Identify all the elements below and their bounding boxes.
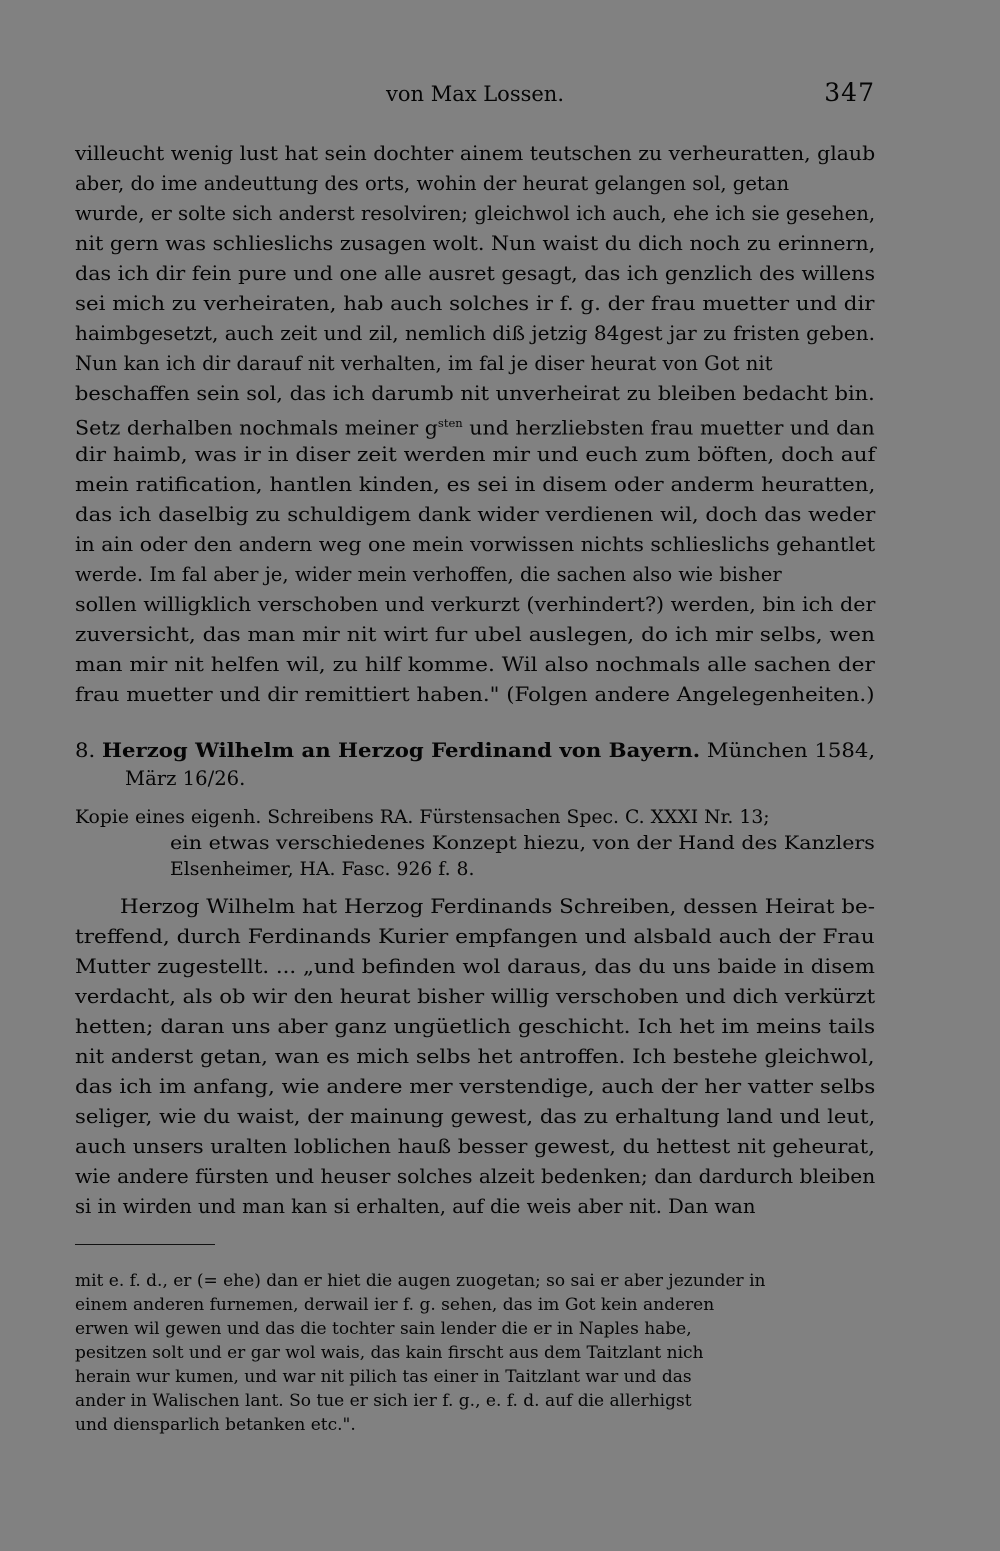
body-line: werde. Im fal aber je, wider mein verhoffen, die sachen also wie bisher bbox=[75, 563, 782, 586]
footnote-line: herain wur kumen, und war nit pilich tas einer in Taitzlant war und das bbox=[75, 1367, 692, 1387]
section-heading bbox=[75, 738, 875, 764]
body-line: mein ratification, hantlen kinden, es sei in disem oder anderm heuratten, bbox=[75, 473, 876, 496]
body-line: nit gern was schlieslichs zusagen wolt. Nun waist du dich noch zu erinnern, bbox=[75, 232, 876, 255]
body-line: beschaffen sein sol, das ich darumb nit unverheirat zu bleiben bedacht bin. bbox=[75, 382, 875, 405]
text-segment: und herzliebsten frau muetter und dan bbox=[462, 416, 875, 440]
section-title: Herzog Wilhelm an Herzog Ferdinand von Bayern. bbox=[101, 739, 701, 762]
body-line: zuversicht, das man mir nit wirt fur ubel auslegen, do ich mir selbs, wen bbox=[75, 623, 875, 646]
body-line: nit anderst getan, wan es mich selbs het antroffen. Ich bestehe gleichwol, bbox=[75, 1045, 875, 1068]
footnote-divider bbox=[75, 1244, 215, 1245]
body-line: seliger, wie du waist, der mainung gewest, das zu erhaltung land und leut, bbox=[75, 1105, 876, 1128]
body-line: Herzog Wilhelm hat Herzog Ferdinands Schreiben, dessen Heirat be- bbox=[120, 895, 875, 918]
source-note-line: ein etwas verschiedenes Konzept hiezu, von der Hand des Kanzlers bbox=[170, 833, 875, 854]
running-title: von Max Lossen. bbox=[385, 82, 565, 106]
source-note-line: Elsenheimer, HA. Fasc. 926 f. 8. bbox=[170, 859, 475, 880]
superscript: sten bbox=[437, 417, 463, 430]
body-line bbox=[75, 411, 875, 442]
body-line: das ich im anfang, wie andere mer verstendige, auch der her vatter selbs bbox=[75, 1075, 876, 1098]
body-line: aber, do ime andeuttung des orts, wohin der heurat gelangen sol, getan bbox=[75, 172, 790, 195]
body-line: hetten; daran uns aber ganz ungüetlich geschicht. Ich het im meins tails bbox=[75, 1015, 876, 1038]
footnote-line: und diensparlich betanken etc.". bbox=[75, 1415, 356, 1435]
body-line: man mir nit helfen wil, zu hilf komme. Wil also nochmals alle sachen der bbox=[75, 653, 875, 676]
source-note-line: Kopie eines eigenh. Schreibens RA. Fürstensachen Spec. C. XXXI Nr. 13; bbox=[75, 807, 770, 828]
body-line: villeucht wenig lust hat sein dochter ainem teutschen zu verheuratten, glaub bbox=[75, 142, 876, 165]
section-date-continued: März 16/26. bbox=[125, 767, 246, 790]
body-line: frau muetter und dir remittiert haben." (Folgen andere Angelegenheiten.) bbox=[75, 683, 875, 706]
body-line: dir haimb, was ir in diser zeit werden mir und euch zum böften, doch auf bbox=[75, 443, 876, 466]
section-date: München 1584, bbox=[706, 739, 876, 762]
body-line: Mutter zugestellt. ... „und befinden wol daraus, das du uns baide in disem bbox=[75, 955, 875, 978]
body-line: sei mich zu verheiraten, hab auch solches ir f. g. der frau muetter und dir bbox=[75, 292, 875, 315]
body-line: Nun kan ich dir darauf nit verhalten, im fal je diser heurat von Got nit bbox=[75, 352, 773, 375]
footnote-line: einem anderen furnemen, derwail ier f. g. sehen, das im Got kein anderen bbox=[75, 1295, 715, 1315]
section-number: 8. bbox=[75, 739, 96, 762]
footnote-line: mit e. f. d., er (= ehe) dan er hiet die augen zuogetan; so sai er aber jezunder in bbox=[75, 1271, 766, 1291]
body-line: das ich dir fein pure und one alle ausret gesagt, das ich genzlich des willens bbox=[75, 262, 876, 285]
body-line: wurde, er solte sich anderst resolviren; gleichwol ich auch, ehe ich sie gesehen, bbox=[75, 202, 876, 225]
footnote-line: pesitzen solt und er gar wol wais, das kain firscht aus dem Taitzlant nich bbox=[75, 1343, 704, 1363]
body-line: verdacht, als ob wir den heurat bisher willig verschoben und dich verkürzt bbox=[75, 985, 876, 1008]
footnote-line: erwen wil gewen und das die tochter sain lender die er in Naples habe, bbox=[75, 1319, 692, 1339]
body-line: auch unsers uralten loblichen hauß besser gewest, du hettest nit geheurat, bbox=[75, 1135, 875, 1158]
body-line: sollen willigklich verschoben und verkurzt (verhindert?) werden, bin ich der bbox=[75, 593, 876, 616]
text-segment: Setz derhalben nochmals meiner g bbox=[75, 416, 438, 440]
body-line: in ain oder den andern weg one mein vorwissen nichts schlieslichs gehantlet bbox=[75, 533, 876, 556]
page-header bbox=[75, 78, 875, 112]
page-number: 347 bbox=[824, 78, 875, 107]
body-line: das ich daselbig zu schuldigem dank wider verdienen wil, doch das weder bbox=[75, 503, 876, 526]
body-line: si in wirden und man kan si erhalten, auf die weis aber nit. Dan wan bbox=[75, 1195, 756, 1218]
body-line: treffend, durch Ferdinands Kurier empfangen und alsbald auch der Frau bbox=[75, 925, 875, 948]
body-line: wie andere fürsten und heuser solches alzeit bedenken; dan dardurch bleiben bbox=[75, 1165, 876, 1188]
body-line: haimbgesetzt, auch zeit und zil, nemlich diß jetzig 84gest jar zu fristen geben. bbox=[75, 322, 876, 345]
footnote-line: ander in Walischen lant. So tue er sich ier f. g., e. f. d. auf die allerhigst bbox=[75, 1391, 692, 1411]
